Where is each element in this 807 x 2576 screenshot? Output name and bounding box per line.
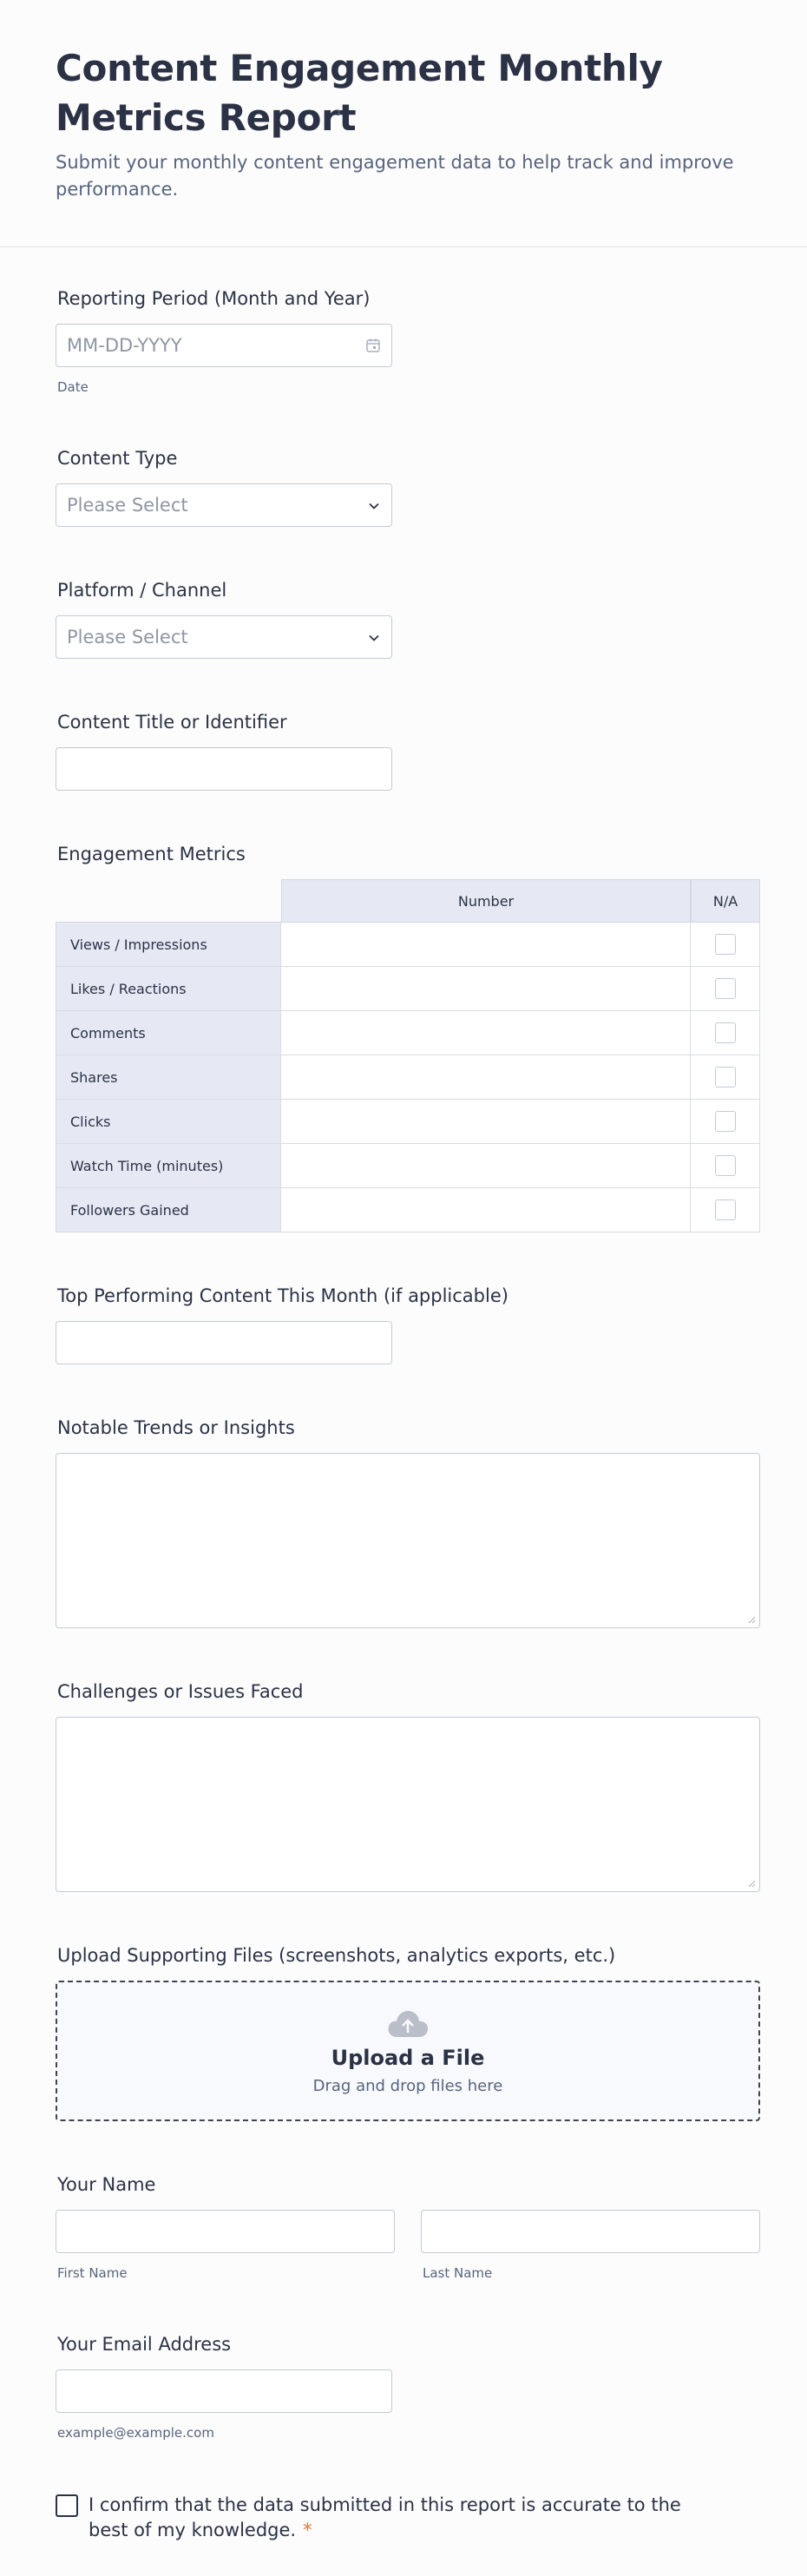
trends-label: Notable Trends or Insights [57, 1417, 295, 1438]
matrix-row [56, 1100, 760, 1144]
page-title: Content Engagement Monthly Metrics Report [56, 47, 663, 139]
page-subtitle: Submit your monthly content engagement data to help track and improve performance. [56, 152, 734, 200]
trends-field [56, 1416, 751, 1628]
trends-textarea[interactable] [56, 1453, 760, 1628]
content-type-selected: Please Select [67, 495, 188, 516]
confirm-row [56, 2493, 715, 2543]
name-label: Your Name [57, 2174, 156, 2195]
matrix-header-number: Number [281, 879, 691, 923]
upload-subtitle: Drag and drop files here [312, 2076, 503, 2095]
matrix-number-input[interactable] [281, 1011, 691, 1055]
content-title-label: Content Title or Identifier [57, 712, 287, 733]
matrix-row [56, 1055, 760, 1100]
top-content-field [56, 1285, 751, 1364]
required-mark: * [303, 2520, 312, 2540]
matrix-na-cell [691, 1100, 760, 1144]
engagement-label: Engagement Metrics [57, 844, 246, 864]
challenges-field [56, 1680, 751, 1892]
challenges-label: Challenges or Issues Faced [57, 1681, 304, 1702]
chevron-down-icon [367, 631, 381, 645]
engagement-matrix [56, 879, 760, 1232]
upload-dropzone[interactable] [56, 1981, 760, 2121]
matrix-row-label: Clicks [56, 1100, 281, 1144]
email-label: Your Email Address [57, 2334, 232, 2355]
first-name-input[interactable] [56, 2210, 395, 2253]
upload-label: Upload Supporting Files (screenshots, analytics exports, etc.) [57, 1945, 616, 1966]
upload-field [56, 1944, 751, 2121]
challenges-textarea[interactable] [56, 1717, 760, 1892]
na-checkbox[interactable] [715, 1111, 736, 1132]
na-checkbox[interactable] [715, 1155, 736, 1176]
form-body [0, 247, 807, 2543]
resize-handle-icon[interactable] [747, 1879, 756, 1888]
confirm-field [56, 2493, 751, 2543]
reporting-period-placeholder: MM-DD-YYYY [67, 335, 182, 356]
first-name-sublabel: First Name [57, 2265, 128, 2281]
matrix-number-input[interactable] [281, 1144, 691, 1188]
reporting-period-field [56, 287, 751, 395]
cloud-upload-icon [386, 2008, 430, 2039]
chevron-down-icon [367, 499, 381, 513]
matrix-header-na: N/A [691, 879, 760, 923]
matrix-number-input[interactable] [281, 1100, 691, 1144]
last-name-input[interactable] [421, 2210, 760, 2253]
matrix-number-input[interactable] [281, 1188, 691, 1232]
na-checkbox[interactable] [715, 1199, 736, 1220]
engagement-field [56, 843, 751, 1232]
matrix-number-input[interactable] [281, 923, 691, 967]
platform-select[interactable] [56, 615, 392, 659]
matrix-na-cell [691, 923, 760, 967]
content-type-field [56, 447, 751, 527]
confirm-text: I confirm that the data submitted in this report is accurate to the best of my knowledge. [89, 2494, 681, 2540]
matrix-row-label: Views / Impressions [56, 923, 281, 967]
top-content-input[interactable] [56, 1321, 392, 1364]
matrix-number-input[interactable] [281, 1055, 691, 1100]
matrix-row [56, 923, 760, 967]
email-input[interactable] [56, 2369, 392, 2413]
na-checkbox[interactable] [715, 1022, 736, 1043]
matrix-row-label: Shares [56, 1055, 281, 1100]
platform-field [56, 579, 751, 659]
reporting-period-sublabel: Date [57, 379, 89, 395]
matrix-na-cell [691, 1011, 760, 1055]
form-header [0, 0, 807, 247]
content-type-label: Content Type [57, 448, 178, 469]
content-title-field [56, 711, 751, 791]
na-checkbox[interactable] [715, 978, 736, 999]
last-name-sublabel: Last Name [423, 2265, 493, 2281]
na-checkbox[interactable] [715, 934, 736, 955]
matrix-row-label: Likes / Reactions [56, 967, 281, 1011]
email-field [56, 2333, 751, 2441]
na-checkbox[interactable] [715, 1067, 736, 1088]
email-sublabel: example@example.com [57, 2425, 214, 2441]
upload-title: Upload a File [331, 2045, 485, 2070]
matrix-na-cell [691, 1144, 760, 1188]
reporting-period-label: Reporting Period (Month and Year) [57, 288, 371, 309]
matrix-na-cell [691, 1188, 760, 1232]
matrix-row [56, 1144, 760, 1188]
resize-handle-icon[interactable] [747, 1615, 756, 1624]
matrix-row-label: Watch Time (minutes) [56, 1144, 281, 1188]
matrix-row [56, 1011, 760, 1055]
confirm-text-wrap [89, 2493, 715, 2543]
reporting-period-input[interactable] [56, 324, 392, 367]
calendar-icon[interactable] [365, 338, 381, 353]
confirm-checkbox[interactable] [56, 2494, 78, 2517]
top-content-label: Top Performing Content This Month (if applicable) [57, 1285, 508, 1306]
matrix-row [56, 1188, 760, 1232]
last-name-col [421, 2210, 760, 2281]
matrix-corner [56, 879, 281, 923]
name-field [56, 2173, 751, 2281]
matrix-row [56, 967, 760, 1011]
platform-selected: Please Select [67, 627, 188, 647]
matrix-number-input[interactable] [281, 967, 691, 1011]
matrix-row-label: Followers Gained [56, 1188, 281, 1232]
content-title-input[interactable] [56, 747, 392, 791]
matrix-row-label: Comments [56, 1011, 281, 1055]
content-type-select[interactable] [56, 483, 392, 527]
matrix-na-cell [691, 967, 760, 1011]
matrix-na-cell [691, 1055, 760, 1100]
first-name-col [56, 2210, 395, 2281]
name-row [56, 2210, 751, 2281]
platform-label: Platform / Channel [57, 580, 227, 601]
